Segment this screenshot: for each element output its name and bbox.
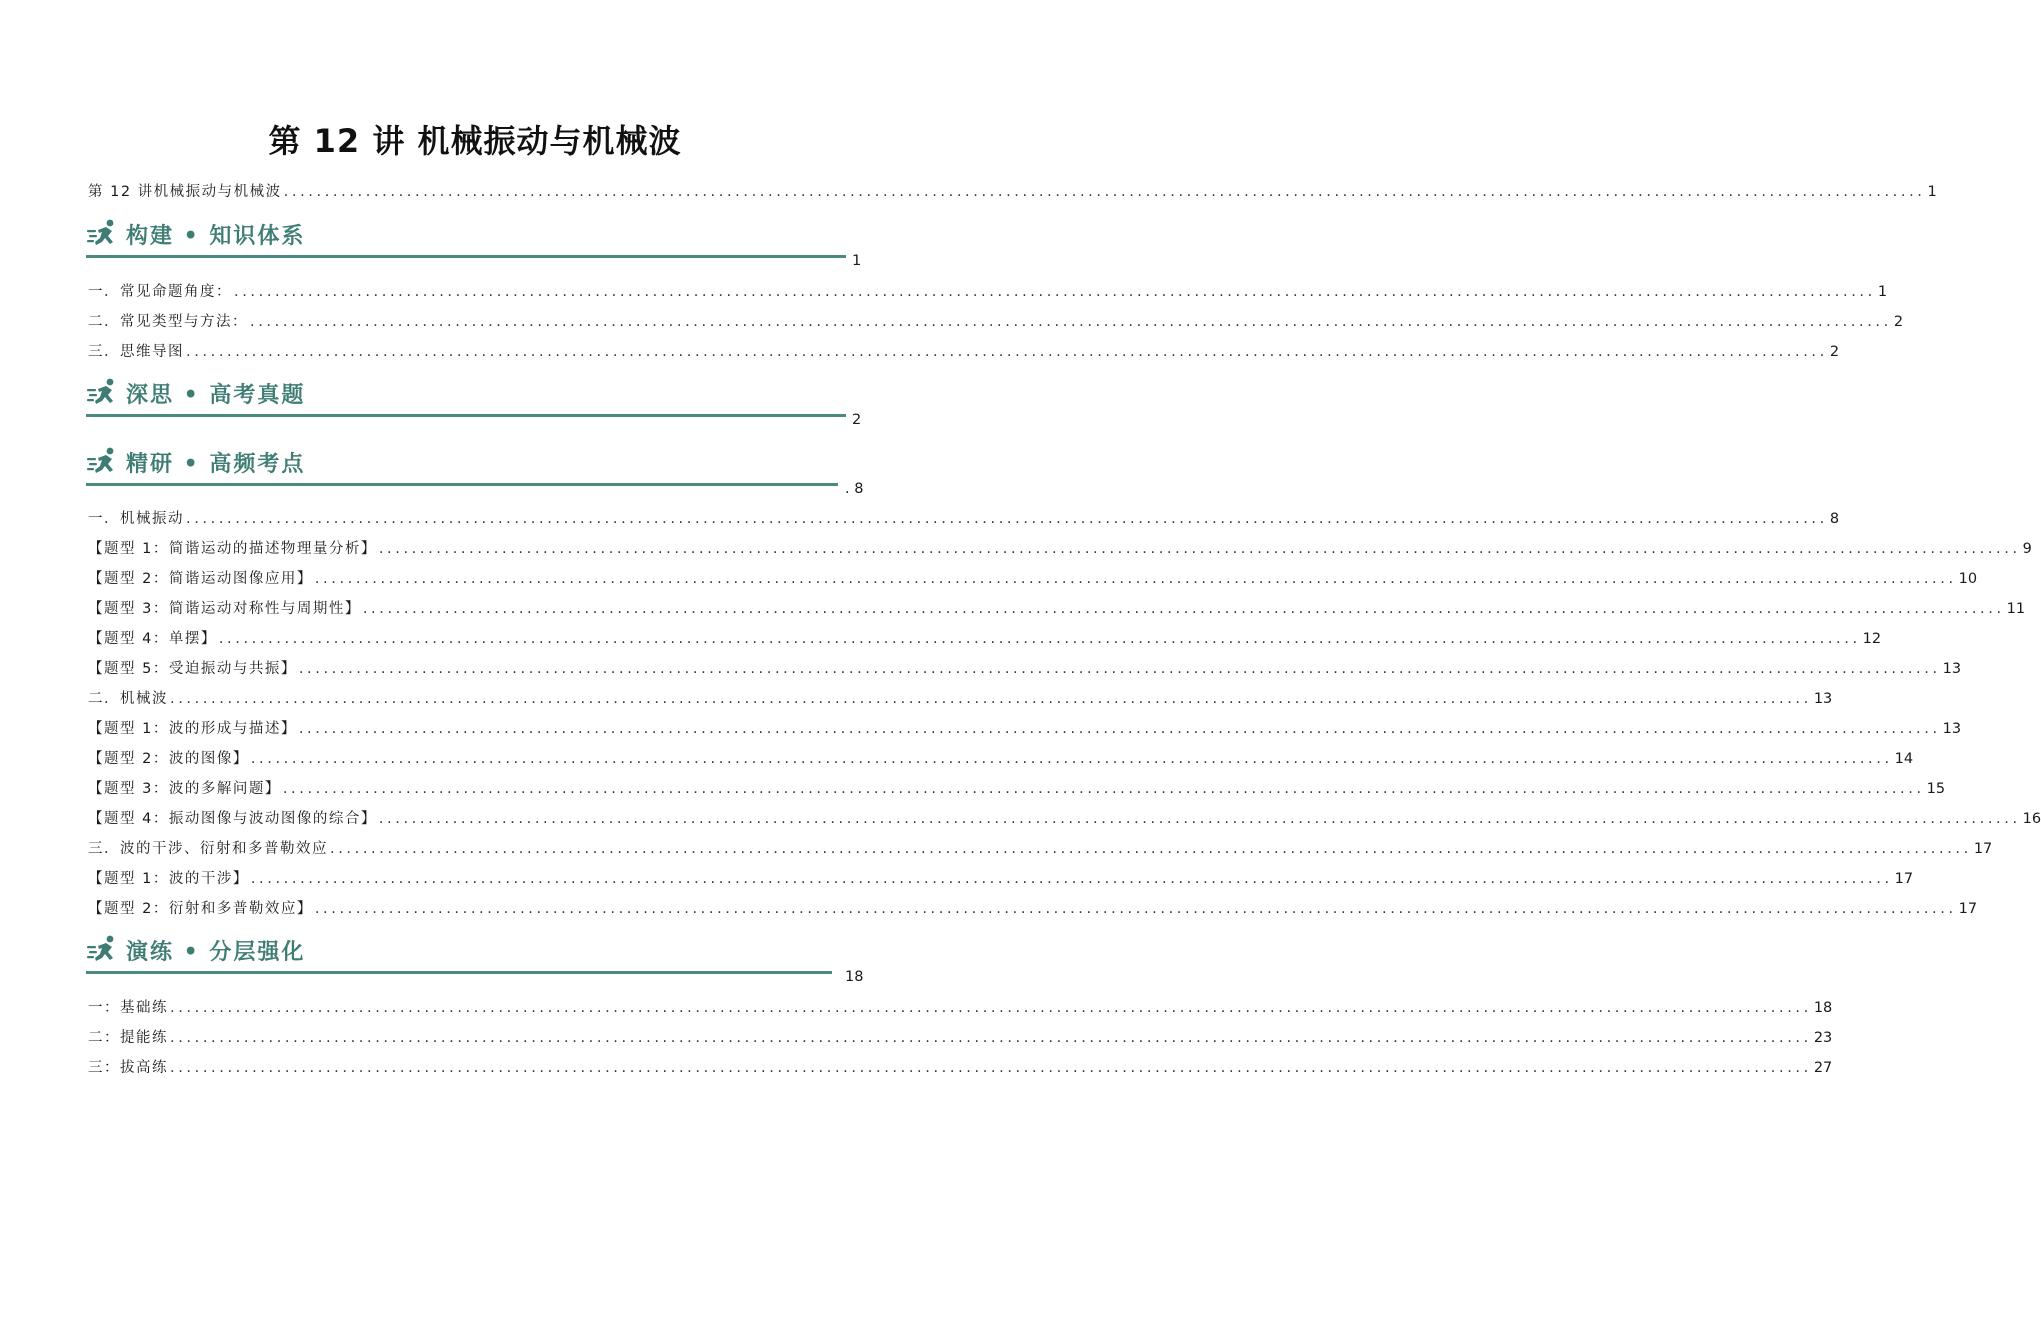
toc-entry-label: 【题型 3：简谐运动对称性与周期性】 (88, 601, 361, 617)
toc-entry[interactable] (88, 808, 2041, 830)
toc-entry-page: 14 (1894, 751, 1914, 767)
toc-entry-label: 一：基础练 (88, 1000, 168, 1016)
toc-leader-dots: ........................................................................................................................................................................................................ (314, 571, 1957, 587)
toc-leader-dots: ........................................................................................................................................................................................................ (330, 841, 1972, 857)
toc-entry-page: 11 (2006, 601, 2026, 617)
section-title: 演练 • 分层强化 (126, 938, 306, 965)
section-divider (86, 483, 838, 486)
toc-entry[interactable] (88, 658, 1962, 680)
toc-leader-dots: ........................................................................................................................................................................................................ (298, 661, 1941, 677)
section-divider (86, 255, 846, 258)
page-title: 第 12 讲 机械振动与机械波 (268, 122, 682, 160)
section-title: 深思 • 高考真题 (126, 381, 306, 408)
toc-leader-dots: ........................................................................................................................................................................................................ (218, 631, 1861, 647)
toc-entry[interactable] (88, 598, 2026, 620)
toc-leader-dots: ........................................................................................................................................................................................................ (170, 1060, 1812, 1076)
toc-entry-label: 三．思维导图 (88, 344, 184, 360)
section-page-number: 18 (845, 969, 864, 985)
toc-entry-page: 9 (2022, 541, 2032, 557)
toc-entry-page: 2 (1829, 344, 1840, 360)
toc-entry-label: 【题型 5：受迫振动与共振】 (88, 661, 297, 677)
toc-leader-dots: ........................................................................................................................................................................................................ (186, 511, 1828, 527)
toc-entry-page: 17 (1958, 901, 1978, 917)
toc-leader-dots: ........................................................................................................................................................................................................ (283, 184, 1926, 200)
runner-icon (86, 445, 120, 479)
toc-entry[interactable] (88, 718, 1962, 740)
section-divider (86, 414, 846, 417)
toc-entry-label: 【题型 1：简谐运动的描述物理量分析】 (88, 541, 377, 557)
toc-entry-label: 二．常见类型与方法： (88, 314, 248, 330)
toc-entry-label: 【题型 1：波的形成与描述】 (88, 721, 297, 737)
toc-entry-page: 18 (1813, 1000, 1833, 1016)
toc-entry-label: 二．机械波 (88, 691, 168, 707)
toc-entry-label: 第 12 讲机械振动与机械波 (88, 184, 282, 200)
toc-entry-label: 【题型 3：波的多解问题】 (88, 781, 281, 797)
toc-entry[interactable] (88, 311, 1904, 333)
toc-entry-page: 13 (1942, 721, 1962, 737)
toc-entry-label: 一．常见命题角度： (88, 284, 232, 300)
toc-leader-dots: ........................................................................................................................................................................................................ (170, 1030, 1812, 1046)
section-divider (86, 971, 832, 974)
toc-entry[interactable] (88, 898, 1978, 920)
toc-entry-page: 17 (1894, 871, 1914, 887)
toc-entry-page: 12 (1862, 631, 1882, 647)
toc-entry-label: 【题型 2：简谐运动图像应用】 (88, 571, 313, 587)
toc-entry-page: 13 (1813, 691, 1833, 707)
toc-entry-page: 15 (1926, 781, 1946, 797)
toc-entry-page: 8 (1829, 511, 1840, 527)
toc-leader-dots: ........................................................................................................................................................................................................ (170, 691, 1812, 707)
toc-entry[interactable] (88, 281, 1888, 303)
section-title: 精研 • 高频考点 (126, 450, 306, 477)
section-title: 构建 • 知识体系 (126, 222, 306, 249)
toc-leader-dots: ........................................................................................................................................................................................................ (250, 871, 1893, 887)
toc-entry-label: 【题型 2：波的图像】 (88, 751, 249, 767)
toc-leader-dots: ........................................................................................................................................................................................................ (298, 721, 1941, 737)
toc-entry-label: 一．机械振动 (88, 511, 184, 527)
toc-leader-dots: ........................................................................................................................................................................................................ (186, 344, 1828, 360)
toc-entry-page: 1 (1927, 184, 1937, 200)
toc-entry-label: 【题型 4：振动图像与波动图像的综合】 (88, 811, 377, 827)
toc-leader-dots: ........................................................................................................................................................................................................ (282, 781, 1925, 797)
toc-entry[interactable] (88, 628, 1882, 650)
toc-entry[interactable] (88, 688, 1833, 710)
toc-entry-label: 三：拔高练 (88, 1060, 168, 1076)
toc-leader-dots: ........................................................................................................................................................................................................ (170, 1000, 1812, 1016)
section-page-number: . 8 (845, 481, 864, 497)
section-header-knowledge-system[interactable] (86, 214, 305, 254)
toc-entry-main[interactable] (88, 181, 1937, 203)
toc-entry[interactable] (88, 568, 1978, 590)
section-header-layered-practice[interactable] (86, 930, 305, 970)
section-page-number: 2 (852, 412, 862, 428)
toc-entry-label: 三．波的干涉、衍射和多普勒效应 (88, 841, 328, 857)
toc-entry-page: 23 (1813, 1030, 1833, 1046)
toc-entry-page: 10 (1958, 571, 1978, 587)
toc-entry[interactable] (88, 508, 1840, 530)
toc-entry-page: 13 (1942, 661, 1962, 677)
toc-leader-dots: ........................................................................................................................................................................................................ (250, 314, 1892, 330)
toc-entry[interactable] (88, 997, 1833, 1019)
toc-entry-label: 【题型 4：单摆】 (88, 631, 217, 647)
toc-entry[interactable] (88, 538, 2032, 560)
toc-entry-page: 17 (1973, 841, 1993, 857)
toc-leader-dots: ........................................................................................................................................................................................................ (250, 751, 1893, 767)
toc-entry-page: 1 (1877, 284, 1888, 300)
toc-entry[interactable] (88, 1027, 1833, 1049)
toc-entry-label: 二：提能练 (88, 1030, 168, 1046)
toc-entry-page: 2 (1893, 314, 1904, 330)
toc-leader-dots: ........................................................................................................................................................................................................ (362, 601, 2005, 617)
section-page-number: 1 (852, 253, 862, 269)
toc-entry[interactable] (88, 748, 1914, 770)
toc-leader-dots: ........................................................................................................................................................................................................ (378, 541, 2021, 557)
toc-leader-dots: ........................................................................................................................................................................................................ (234, 284, 1876, 300)
runner-icon (86, 933, 120, 967)
runner-icon (86, 376, 120, 410)
toc-entry-page: 27 (1813, 1060, 1833, 1076)
toc-entry[interactable] (88, 778, 1946, 800)
toc-entry[interactable] (88, 1057, 1833, 1079)
section-header-key-points[interactable] (86, 442, 305, 482)
runner-icon (86, 217, 120, 251)
toc-entry[interactable] (88, 838, 1993, 860)
toc-entry-page: 16 (2022, 811, 2041, 827)
toc-leader-dots: ........................................................................................................................................................................................................ (378, 811, 2021, 827)
toc-entry[interactable] (88, 868, 1914, 890)
toc-entry[interactable] (88, 341, 1840, 363)
section-header-exam-questions[interactable] (86, 373, 305, 413)
toc-entry-label: 【题型 2：衍射和多普勒效应】 (88, 901, 313, 917)
toc-leader-dots: ........................................................................................................................................................................................................ (314, 901, 1957, 917)
toc-entry-label: 【题型 1：波的干涉】 (88, 871, 249, 887)
